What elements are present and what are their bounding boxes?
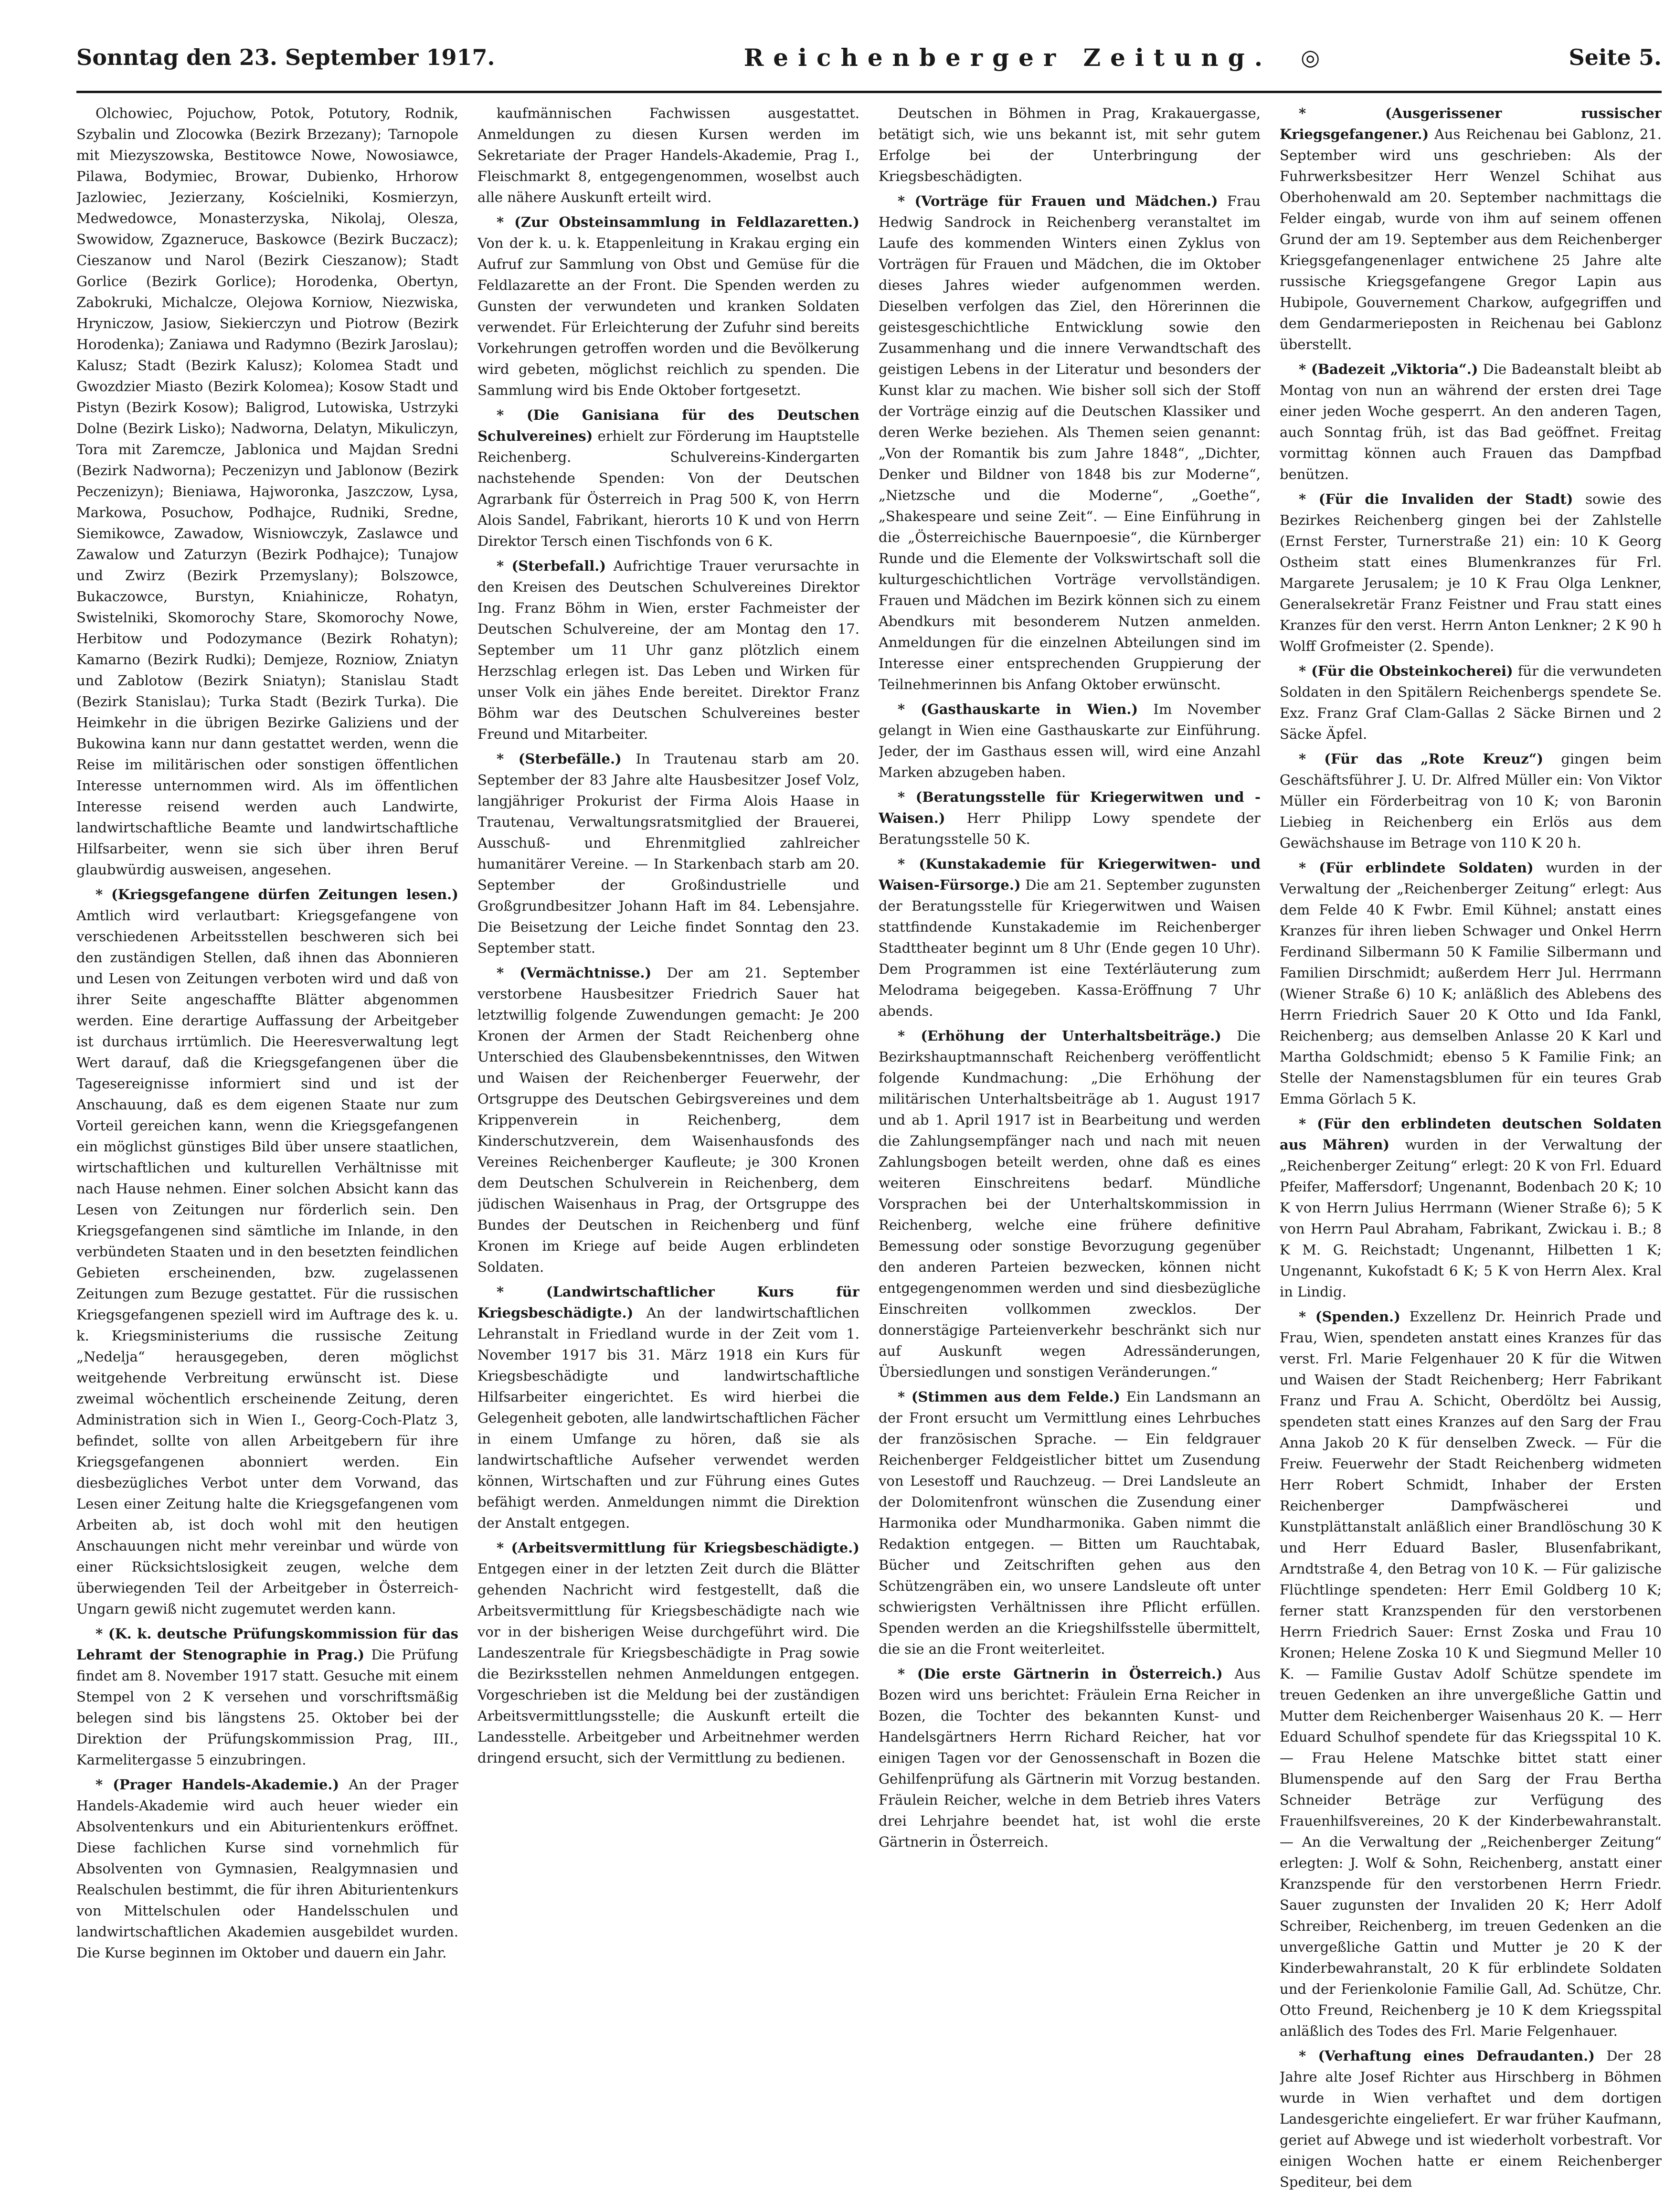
- news-headline: * (Für die Invaliden der Stadt): [1299, 491, 1573, 507]
- news-paragraph: [76, 103, 458, 880]
- news-paragraph: [879, 1386, 1261, 1659]
- news-item: [1280, 103, 1662, 355]
- news-body: Aus Reichenau bei Gablonz, 21. September wird uns geschrieben: Als der Fuhrwerksbesitzer Herr Wenzel Schihat aus Oberhohenwald am 20. September nachmittags die Felder eingab, wurde von ihm auf seinem offenen Grund der am 19. September aus dem Reichenberger Kriegsgefangenenlager entwichene 25 Jahre alte russische Kriegsgefangene Gregor Lapin aus Hubipole, Gouvernement Charkow, aufgegriffen und dem Gendarmerieposten in Reichenau bei Gablonz überstellt.: [1280, 126, 1662, 352]
- news-paragraph: [1280, 103, 1662, 355]
- news-body: Entgegen einer in der letzten Zeit durch die Blätter gehenden Nachricht wird festgestellt, daß die Arbeitsvermittlung für Kriegsbeschädigte nach wie vor in der bisherigen Weise durchgeführt wird. Die Landeszentrale für Kriegsbeschädigte in Prag sowie die Bezirksstellen nehmen Anmeldungen entgegen. Vorgeschrieben ist die Meldung bei der zuständigen Arbeitsvermittlungsstelle; die Auskunft erteilt die Landesstelle. Arbeitgeber und Arbeitnehmer werden dringend ersucht, sich der Vermittlung zu bedienen.: [477, 1561, 859, 1766]
- news-headline: * (Sterbefälle.): [497, 751, 622, 767]
- news-body: In Trautenau starb am 20. September der 83 Jahre alte Hausbesitzer Josef Volz, langjähriger Prokurist der Firma Alois Haase in Trautenau, Verwaltungsratsmitglied der Brauerei, Ausschuß- und Ehrenmitglied zahlreicher humanitärer Vereine. — In Starkenbach starb am 20. September der Großindustrielle und Großgrundbesitzer Johann Haft im 84. Lebensjahre. Die Beisetzung der Leiche findet Sonntag den 23. September statt.: [477, 751, 859, 956]
- header-rule: [76, 91, 1662, 93]
- ornament-icon: ◎: [1301, 44, 1320, 70]
- news-paragraph: [477, 748, 859, 958]
- news-body: Im November gelangt in Wien eine Gasthauskarte zur Einführung. Jeder, der im Gasthaus essen will, wird eine Anzahl Marken abzugeben haben.: [879, 701, 1261, 780]
- news-paragraph: [1280, 748, 1662, 853]
- news-paragraph: [1280, 489, 1662, 657]
- news-body: für die verwundeten Soldaten in den Spitälern Reichenbergs spendete Se. Exz. Franz Graf Clam-Gallas 2 Säcke Birnen und 2 Säcke Äpfel.: [1280, 663, 1662, 742]
- news-item: [879, 1386, 1261, 1659]
- news-item: [1280, 359, 1662, 485]
- news-body: Der 28 Jahre alte Josef Richter aus Hirschberg in Böhmen wurde in Wien verhaftet und dem dortigen Landesgerichte eingeliefert. Er war früher Kaufmann, geriet auf Abwege und ist wiederholt vorbestraft. Vor einigen Wochen hatte er einem Reichenberger Spediteur, bei dem: [1280, 2048, 1662, 2190]
- news-headline: * (Die erste Gärtnerin in Österreich.): [898, 1666, 1223, 1682]
- news-headline: * (Ausgerissener russischer Kriegsgefangener.): [1280, 105, 1662, 142]
- news-item: [1280, 857, 1662, 1109]
- news-body: erhielt zur Förderung im Hauptstelle Reichenberg. Schulvereins-Kindergarten nachstehende Spenden: Von der Deutschen Agrarbank für Österreich in Prag 500 K, von Herrn Alois Sandel, Fabrikant, hierorts 10 K und von Herrn Direktor Tersch einen Tischfonds von 6 K.: [477, 428, 859, 549]
- masthead-title: Reichenberger Zeitung.: [743, 43, 1272, 72]
- news-item: [477, 212, 859, 401]
- news-item: [879, 1025, 1261, 1382]
- news-item: [1280, 489, 1662, 657]
- news-body: wurden in der Verwaltung der „Reichenberger Zeitung“ erlegt: Aus dem Felde 40 K Fwbr. Emil Kühnel; anstatt eines Kranzes für ihren lieben Schwager und Onkel Herrn Ferdinand Silbermann 50 K Familie Silbermann und Familien Dirschmidt; außerdem Herr Jul. Herrmann (Wiener Straße 6) 10 K; anläßlich des Ablebens des Herrn Friedrich Sauer 20 K Otto und Ida Fankl, Reichenberg; aus demselben Anlasse 20 K Karl und Martha Goldschmidt; ebenso 5 K Familie Fink; an Stelle der Namenstagsblumen für ein teures Grab Emma Görlach 5 K.: [1280, 860, 1662, 1107]
- news-body: Deutschen in Böhmen in Prag, Krakauergasse, betätigt sich, wie uns bekannt ist, mit sehr gutem Erfolge bei der Unterbringung der Kriegsbeschädigten.: [879, 105, 1261, 184]
- page-number: Seite 5.: [1569, 44, 1662, 70]
- news-item: [1280, 660, 1662, 744]
- news-headline: * (Arbeitsvermittlung für Kriegsbeschädigte.): [497, 1540, 859, 1556]
- news-paragraph: [879, 787, 1261, 850]
- news-body: Olchowiec, Pojuchow, Potok, Potutory, Rodnik, Szybalin und Zlocowka (Bezirk Brzezany); Tarnopole mit Miezyszowska, Bestitowce Nowe, Nowosiawce, Pilawa, Bodymiec, Browar, Dubienko, Hrhorow Jazlowiec, Jezierzany, Kościelniki, Kosmierzyn, Medwedowce, Monasterzyska, Nikolaj, Olesza, Swowidow, Zgazneruce, Baskowce (Bezirk Buczacz); Cieszanow und Narol (Bezirk Cieszanow); Stadt Gorlice (Bezirk Gorlice); Horodenka, Obertyn, Zabokruki, Michalcze, Olejowa Korniow, Niezwiska, Hryniczow, Jasiow, Siekierczyn und Piotrow (Bezirk Horodenka); Zaniawa und Radymno (Bezirk Jaroslau); Kalusz; Stadt (Bezirk Kalusz); Kolomea Stadt und Gwozdzier Miasto (Bezirk Kolomea); Kosow Stadt und Pistyn (Bezirk Kosow); Baligrod, Lutowiska, Ustrzyki Dolne (Bezirk Lisko); Nadworna, Delatyn, Mikuliczyn, Tora mit Zaremcze, Jablonica und Majdan Sredni (Bezirk Nadworna); Peczenizyn und Jablonow (Bezirk Peczenizyn); Bieniawa, Hajworonka, Jaszczow, Lysa, Markowa, Posuchow, Podhajce, Rudniki, Sredne, Siemikowce, Zawadow, Wisniowczyk, Zaslawce und Zawalow und Zaturzyn (Bezirk Podhajce); Tunajow und Zwirz (Bezirk Przemyslany); Bolszowce, Bukaczowce, Burstyn, Kniahinicze, Rohatyn, Swistelniki, Skomorochy Stare, Skomorochy Nowe, Herbitow und Podozymance (Bezirk Rohatyn); Kamarno (Bezirk Rudki); Demjeze, Rozniow, Zniatyn und Zablotow (Bezirk Sniatyn); Stanislau Stadt (Bezirk Stanislau); Turka Stadt (Bezirk Turka). Die Heimkehr in die übrigen Bezirke Galiziens und der Bukowina kann nur dann gestattet werden, wenn die Reise im militärischen oder sonstigen öffentlichen Interesse unternommen wird. Als im öffentlichen Interesse reisend werden auch Landwirte, landwirtschaftliche Beamte und landwirtschaftliche Hilfsarbeiter, wenn sie sich über ihren Beruf glaubwürdig ausweisen, angesehen.: [76, 105, 458, 878]
- news-paragraph: [1280, 2045, 1662, 2192]
- news-item: [76, 1774, 458, 1963]
- news-body: Die Bezirkshauptmannschaft Reichenberg veröffentlicht folgende Kundmachung: „Die Erhöhung der militärischen Unterhaltsbeiträge ab 1. August 1917 und ab 1. April 1917 ist in Bearbeitung und werden die Zahlungsempfänger nach und nach mit neuen Zahlungsbogen beteilt werden, ohne daß es eines weiteren Einschreitens bedarf. Mündliche Vorsprachen bei der Unterhaltskommission in Reichenberg, welche eine frühere definitive Bemessung oder sonstige Bevorzugung gegenüber den anderen Parteien bezwecken, können nicht entgegengenommen werden und sind diesbezügliche Einschreiten vollkommen zwecklos. Der donnerstägige Parteienverkehr beschränkt sich nur auf Auskunft wegen Adressänderungen, Übersiedlungen und sonstigen Veränderungen.“: [879, 1028, 1261, 1380]
- news-body: gingen beim Geschäftsführer J. U. Dr. Alfred Müller ein: Von Viktor Müller ein Förderbeitrag von 10 K; von Baronin Liebieg in Reichenberg ein Erlös aus dem Gewächshause im Betrage von 110 K 20 h.: [1280, 751, 1662, 851]
- news-body: Amtlich wird verlautbart: Kriegsgefangene von verschiedenen Arbeitsstellen beschweren sich bei den zuständigen Stellen, daß ihnen das Abonnieren und Lesen von Zeitungen verboten wird und daß von ihrer Seite angeschaffte Blätter abgenommen werden. Eine derartige Auffassung der Arbeitgeber ist durchaus irrtümlich. Die Heeresverwaltung legt Wert darauf, daß die Kriegsgefangenen über die Tagesereignisse informiert sind und ist der Anschauung, daß es dem eigenen Staate nur zum Vorteil gereichen kann, wenn die Kriegsgefangenen ein möglichst günstiges Bild über unsere staatlichen, wirtschaftlichen und kulturellen Verhältnisse mit nach Hause nehmen. Einer solchen Absicht kann das Lesen von Zeitungen nur förderlich sein. Den Kriegsgefangenen sind sämtliche im Inlande, in den verbündeten Staaten und in den besetzten feindlichen Gebieten erscheinenden, bzw. zugelassenen Zeitungen zum Bezuge gestattet. Für die russischen Kriegsgefangenen speziell wird im Auftrage des k. u. k. Kriegsministeriums die russische Zeitung „Nedelja“ herausgegeben, deren möglichst weitgehende Verbreitung erwünscht ist. Diese zweimal wöchentlich erscheinende Zeitung, deren Administration sich in Wien I., Georg-Coch-Platz 3, befindet, sollte von allen Arbeitgebern für ihre Kriegsgefangenen abonniert werden. Ein diesbezügliches Verbot unter dem Vorwand, das Lesen einer Zeitung halte die Kriegsgefangenen vom Arbeiten ab, ist doch wohl mit den heutigen Anschauungen nicht mehr vereinbar und würde von einer Rücksichtslosigkeit zeugen, welche dem überwiegenden Teil der Arbeitgeber in Österreich-Ungarn gewiß nicht zugemutet werden kann.: [76, 907, 458, 1617]
- news-body: Der am 21. September verstorbene Hausbesitzer Friedrich Sauer hat letztwillig folgende Zuwendungen gemacht: Je 200 Kronen der Armen der Stadt Reichenberg ohne Unterschied des Glaubensbekenntnisses, den Witwen und Waisen der Reichenberger Feuerwehr, der Ortsgruppe des Deutschen Gebirgsvereines und dem Krippenverein in Reichenberg, dem Kinderschutzverein, dem Waisenhausfonds des Vereines Reichenberger Kaufleute; je 300 Kronen dem Deutschen Schulverein in Reichenberg, dem jüdischen Waisenhaus in Prag, der Ortsgruppe des Bundes der Deutschen in Reichenberg und fünf Kronen im Kriege auf beide Augen erblindeten Soldaten.: [477, 965, 859, 1275]
- column-2: [477, 103, 859, 2194]
- news-headline: * (Sterbefall.): [497, 558, 606, 574]
- issue-date: Sonntag den 23. September 1917.: [76, 44, 495, 70]
- news-headline: * (Für die Obsteinkocherei): [1299, 663, 1513, 679]
- news-body: Von der k. u. k. Etappenleitung in Krakau erging ein Aufruf zur Sammlung von Obst und Gemüse für die Feldlazarette an der Front. Die Spenden werden zu Gunsten der verwundeten und kranken Soldaten verwendet. Für Erleichterung der Zufuhr sind bereits Vorkehrungen getroffen worden und die Bevölkerung wird gebeten, möglichst reichlich zu spenden. Die Sammlung wird bis Ende Oktober fortgesetzt.: [477, 235, 859, 398]
- news-paragraph: [477, 1537, 859, 1768]
- article-columns: [76, 103, 1662, 2194]
- news-headline: * (Kunstakademie für Kriegerwitwen- und Waisen-Fürsorge.): [879, 856, 1261, 893]
- news-item: [477, 1281, 859, 1533]
- news-body: Aufrichtige Trauer verursachte in den Kreisen des Deutschen Schulvereines Direktor Ing. Franz Böhm in Wien, erster Fachmeister der Deutschen Schulvereine, der am Montag den 17. September um 11 Uhr ganz plötzlich einem Herzschlag erlegen ist. Das Leben und Wirken für unser Volk ein jähes Ende bereitet. Direktor Franz Böhm war des Deutschen Schulvereines bester Freund und Mitarbeiter.: [477, 558, 859, 742]
- news-headline: * (Vorträge für Frauen und Mädchen.): [898, 193, 1218, 209]
- news-item: [477, 1537, 859, 1768]
- news-body: Die am 21. September zugunsten der Beratungsstelle für Kriegerwitwen und Waisen stattfindende Kunstakademie im Reichenberger Stadttheater beginnt um 8 Uhr (Ende gegen 10 Uhr). Dem Programmen ist eine Textérläuterung zum Melodrama beigegeben. Kassa-Eröffnung 7 Uhr abends.: [879, 877, 1261, 1019]
- news-body: An der Prager Handels-Akademie wird auch heuer wieder ein Absolventenkurs und ein Abiturientenkurs eröffnet. Diese fachlichen Kurse sind vornehmlich für Absolventen von Gymnasien, Realgymnasien und Realschulen bestimmt, die für ihren Abiturientenkurs von Mittelschulen oder Handelsschulen und landwirtschaftlichen Akademien ausgebildet wurden. Die Kurse beginnen im Oktober und dauern ein Jahr.: [76, 1776, 458, 1961]
- news-item: [1280, 748, 1662, 853]
- news-paragraph: [477, 962, 859, 1277]
- news-body: Exzellenz Dr. Heinrich Prade und Frau, Wien, spendeten anstatt eines Kranzes für das verst. Frl. Marie Felgenhauer 20 K für die Witwen und Waisen der Stadt Reichenberg; Herr Fabrikant Franz und Frau A. Schicht, Oberdöltz bei Aussig, spendeten statt eines Kranzes auf den Sarg der Frau Anna Jakob 20 K für denselben Zweck. — Für die Freiw. Feuerwehr der Stadt Reichenberg widmeten Herr Robert Schmidt, Inhaber der Ersten Reichenberger Dampfwäscherei und Kunstplättanstalt anläßlich einer Brandlöschung 30 K und Herr Eduard Basler, Blusenfabrikant, Arndtstraße 4, den Betrag von 10 K. — Für galizische Flüchtlinge spendeten: Herr Emil Goldberg 10 K; ferner statt Kranzspenden für den verstorbenen Herrn Friedrich Sauer: Ernst Zoska und Frau 10 Kronen; Helene Zoska 10 K und Siegmund Meller 10 K. — Familie Gustav Adolf Schütze spendete im treuen Gedenken an ihre unvergeßliche Gattin und Mutter dem Reichenberger Waisenhaus 20 K. — Herr Eduard Schulhof spendete für das Kriegsspital 10 K. — Frau Helene Matschke bittet statt einer Blumenspende auf den Sarg der Frau Bertha Schneider Beträge zur Verfügung des Frauenhilfsvereines, 20 K der Kinderbewahranstalt. — An die Verwaltung der „Reichenberger Zeitung“ erlegten: J. Wolf & Sohn, Reichenberg, anstatt einer Kranzspende für den verstorbenen Herrn Friedr. Sauer zugunsten der Invaliden 20 K; Herr Adolf Schreiber, Reichenberg, im treuen Gedenken an die unvergeßliche Gattin und Mutter je 20 K der Kinderbewahranstalt, 20 K für erblindete Soldaten und der Ferienkolonie Familie Gall, Ad. Schütze, Chr. Otto Freund, Reichenberg je 10 K dem Kriegsspital anläßlich des Todes des Frl. Marie Felgenhauer.: [1280, 1308, 1662, 2039]
- news-item: [879, 853, 1261, 1021]
- news-headline: * (Zur Obsteinsammlung in Feldlazaretten.): [497, 214, 859, 230]
- news-paragraph: [1280, 1306, 1662, 2042]
- news-paragraph: [1280, 359, 1662, 485]
- news-paragraph: [477, 1281, 859, 1533]
- news-body: sowie des Bezirkes Reichenberg gingen bei der Zahlstelle (Ernst Ferster, Turnerstraße 21) ein: 10 K Georg Ostheim statt eines Blumenkranzes für Frl. Margarete Jerusalem; je 10 K Frau Olga Lenkner, Generalsekretär Franz Feistner und Frau statt eines Kranzes für den verst. Herrn Anton Lenkner; 2 K 90 h Wolff Grofmeister (2. Spende).: [1280, 491, 1662, 654]
- news-paragraph: [879, 103, 1261, 187]
- news-headline: * (Stimmen aus dem Felde.): [898, 1389, 1121, 1405]
- news-body: Frau Hedwig Sandrock in Reichenberg veranstaltet im Laufe des kommenden Winters einen Zyklus von Vorträgen für Frauen und Mädchen, die im Oktober dieses Jahres wieder aufgenommen werden. Dieselben verfolgen das Ziel, den Hörerinnen die geistesgeschichtliche Entwicklung sowie den Zusammenhang und die innere Verwandtschaft des geistigen Lebens in der Literatur und besonders der Kunst klar zu machen. Wie bisher soll sich der Stoff der Vorträge einzig auf die Deutschen Klassiker und deren Werke beziehen. Als Themen seien genannt: „Von der Romantik bis zum Jahre 1848“, „Dichter, Denker und Bildner von 1848 bis zur Moderne“, „Nietzsche und die Moderne“, „Goethe“, „Shakespeare und seine Zeit“. — Eine Einführung in die „Österreichische Bauernpoesie“, die Kürnberger Runde und die Elemente der Volkswirtschaft soll die kulturgeschichtlichen Vorträge vervollständigen. Frauen und Mädchen im Bezirk können sich zu einem Abendkurs mit besonderem Nutzen anmelden. Anmeldungen für die einzelnen Abteilungen sind im Interesse einer entsprechenden Gruppierung der Teilnehmerinnen bis Anfang Oktober erwünscht.: [879, 193, 1261, 692]
- news-item: [879, 103, 1261, 187]
- news-item: [76, 103, 458, 880]
- news-body: kaufmännischen Fachwissen ausgestattet. Anmeldungen zu diesen Kursen werden im Sekretariate der Prager Handels-Akademie, Prag I., Fleischmarkt 8, entgegengenommen, woselbst auch alle nähere Auskunft erteilt wird.: [477, 105, 859, 205]
- news-body: An der landwirtschaftlichen Lehranstalt in Friedland wurde in der Zeit vom 1. November 1917 bis 31. März 1918 ein Kurs für Kriegsbeschädigte und landwirtschaftliche Hilfsarbeiter eingerichtet. Es wird hierbei die Gelegenheit geboten, alle landwirtschaftlichen Fächer in einem Umfange zu hören, daß sie als landwirtschaftliche Aufseher verwendet werden können, Wirtschaften und zur Führung eines Gutes befähigt werden. Anmeldungen nimmt die Direktion der Anstalt entgegen.: [477, 1305, 859, 1531]
- news-item: [1280, 1306, 1662, 2042]
- news-item: [477, 103, 859, 208]
- news-item: [879, 191, 1261, 695]
- column-1: [76, 103, 458, 2194]
- news-paragraph: [76, 1623, 458, 1770]
- news-paragraph: [477, 103, 859, 208]
- news-body: Die Prüfung findet am 8. November 1917 statt. Gesuche mit einem Stempel von 2 K versehen und vorschriftsmäßig belegen sind bis längstens 25. Oktober bei der Direktion der Prüfungskommission Prag, III., Karmelitergasse 5 einzubringen.: [76, 1647, 458, 1768]
- news-headline: * (Für den erblindeten deutschen Soldaten aus Mähren): [1280, 1116, 1662, 1153]
- news-headline: * (Beratungsstelle für Kriegerwitwen und -Waisen.): [879, 789, 1261, 826]
- news-item: [477, 404, 859, 552]
- news-headline: * (Die Ganisiana für des Deutschen Schulvereines): [477, 407, 859, 444]
- news-body: wurden in der Verwaltung der „Reichenberger Zeitung“ erlegt: 20 K von Frl. Eduard Pfeifer, Maffersdorf; Ungenannt, Bodenbach 20 K; 10 K von Herrn Julius Herrmann (Wiener Straße 6); 5 K von Herrn Paul Abraham, Fabrikant, Zwickau i. B.; 8 K M. G. Reichstadt; Ungenannt, Hilbetten 1 K; Ungenannt, Kukofstadt 6 K; 5 K von Herrn Alex. Kral in Lindig.: [1280, 1137, 1662, 1300]
- masthead-group: [744, 43, 1320, 72]
- news-body: Ein Landsmann an der Front ersucht um Vermittlung eines Lehrbuches der französischen Sprache. — Ein feldgrauer Reichenberger Feldgeistlicher bittet um Zusendung von Lesestoff und Rauchzeug. — Drei Landsleute an der Dolomitenfront wünschen die Zusendung einer Harmonika oder Mundharmonika. Gaben nimmt die Redaktion entgegen. — Bitten um Rauchtabak, Bücher und Zeitschriften gehen aus den Schützengräben ein, wo unsere Landsleute oft unter schwierigsten Verhältnissen ihre Pflicht erfüllen. Spenden werden an die Kriegshilfsstelle übermittelt, die sie an die Front weiterleitet.: [879, 1389, 1261, 1657]
- news-item: [879, 1663, 1261, 1852]
- news-headline: * (Vermächtnisse.): [497, 965, 652, 981]
- news-paragraph: [879, 191, 1261, 695]
- news-paragraph: [879, 853, 1261, 1021]
- news-paragraph: [76, 884, 458, 1619]
- news-headline: * (Verhaftung eines Defraudanten.): [1299, 2048, 1595, 2064]
- news-item: [879, 699, 1261, 783]
- news-headline: * (Erhöhung der Unterhaltsbeiträge.): [898, 1028, 1221, 1044]
- news-headline: * (Spenden.): [1299, 1308, 1400, 1325]
- news-item: [477, 962, 859, 1277]
- news-item: [1280, 2045, 1662, 2192]
- news-item: [76, 1623, 458, 1770]
- news-paragraph: [879, 1663, 1261, 1852]
- news-body: Herr Philipp Lowy spendete der Beratungsstelle 50 K.: [879, 810, 1261, 847]
- news-item: [1280, 1113, 1662, 1302]
- news-headline: * (Für das „Rote Kreuz“): [1299, 751, 1544, 767]
- news-paragraph: [1280, 857, 1662, 1109]
- news-paragraph: [1280, 1113, 1662, 1302]
- news-paragraph: [879, 699, 1261, 783]
- news-body: Die Badeanstalt bleibt ab Montag von nun an während der ersten drei Tage einer jeden Woche gesperrt. An den anderen Tagen, auch Sonntag früh, ist das Bad geöffnet. Freitag vormittag können auch Frauen das Dampfbad benützen.: [1280, 361, 1662, 482]
- news-item: [477, 748, 859, 958]
- news-headline: * (K. k. deutsche Prüfungskommission für das Lehramt der Stenographie in Prag.): [76, 1626, 458, 1663]
- news-headline: * (Landwirtschaftlicher Kurs für Kriegsbeschädigte.): [477, 1284, 859, 1321]
- column-3: [879, 103, 1261, 2194]
- news-paragraph: [1280, 660, 1662, 744]
- news-headline: * (Gasthauskarte in Wien.): [898, 701, 1138, 717]
- news-paragraph: [477, 404, 859, 552]
- page-header: [76, 29, 1662, 86]
- news-item: [879, 787, 1261, 850]
- news-paragraph: [477, 212, 859, 401]
- news-item: [477, 555, 859, 744]
- news-paragraph: [477, 555, 859, 744]
- news-headline: * (Kriegsgefangene dürfen Zeitungen lesen.): [95, 886, 458, 903]
- news-paragraph: [879, 1025, 1261, 1382]
- column-4: [1280, 103, 1662, 2194]
- news-headline: * (Prager Handels-Akademie.): [95, 1776, 339, 1793]
- news-headline: * (Badezeit „Viktoria“.): [1299, 361, 1478, 377]
- news-headline: * (Für erblindete Soldaten): [1299, 860, 1534, 876]
- news-item: [76, 884, 458, 1619]
- news-body: Aus Bozen wird uns berichtet: Fräulein Erna Reicher in Bozen, die Tochter des bekannten Kunst- und Handelsgärtners Herrn Richard Reicher, hat vor einigen Tagen vor der Genossenschaft in Bozen die Gehilfenprüfung als Gärtnerin mit Vorzug bestanden. Fräulein Reicher, welche in dem Betrieb ihres Vaters drei Lehrjahre beendet hat, ist wohl die erste Gärtnerin in Österreich.: [879, 1666, 1261, 1850]
- news-paragraph: [76, 1774, 458, 1963]
